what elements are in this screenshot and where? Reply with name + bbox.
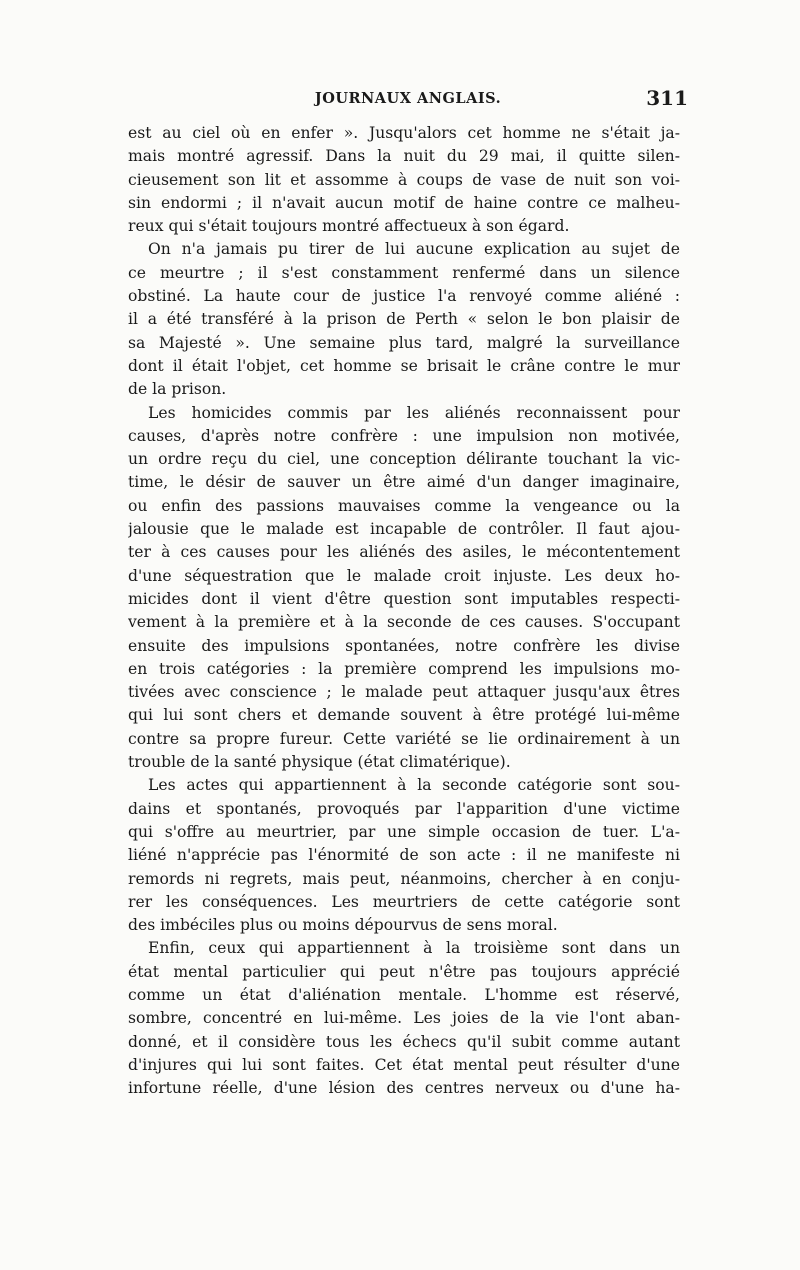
text-line: comme un état d'aliénation mentale. L'homme est réservé, xyxy=(128,985,680,1004)
text-line: un ordre reçu du ciel, une conception délirante touchant la vic- xyxy=(128,450,680,469)
text-line: dont il était l'objet, cet homme se brisait le crâne contre le mur xyxy=(128,356,680,375)
text-line: contre sa propre fureur. Cette variété se lie ordinairement à un xyxy=(128,729,680,748)
text-line: des imbéciles plus ou moins dépourvus de sens moral. xyxy=(128,916,558,935)
text-line: d'une séquestration que le malade croit injuste. Les deux ho- xyxy=(128,566,680,585)
text-line: infortune réelle, d'une lésion des centres nerveux ou d'une ha- xyxy=(128,1079,680,1098)
text-line: cieusement son lit et assomme à coups de vase de nuit son voi- xyxy=(128,170,680,189)
text-line: d'injures qui lui sont faites. Cet état mental peut résulter d'une xyxy=(128,1055,680,1074)
text-line: liéné n'apprécie pas l'énormité de son acte : il ne manifeste ni xyxy=(128,846,680,865)
text-line: rer les conséquences. Les meurtriers de cette catégorie sont xyxy=(128,892,680,911)
text-line: donné, et il considère tous les échecs qu'il subit comme autant xyxy=(128,1032,680,1051)
text-line: sa Majesté ». Une semaine plus tard, malgré la surveillance xyxy=(128,333,680,352)
text-line: Enfin, ceux qui appartiennent à la troisième sont dans un xyxy=(148,939,680,958)
text-line: On n'a jamais pu tirer de lui aucune explication au sujet de xyxy=(148,240,680,259)
text-line: est au ciel où en enfer ». Jusqu'alors cet homme ne s'était ja- xyxy=(128,124,680,142)
text-line: ou enfin des passions mauvaises comme la vengeance ou la xyxy=(128,496,680,515)
text-line: sin endormi ; il n'avait aucun motif de haine contre ce malheu- xyxy=(128,193,680,212)
text-line: de la prison. xyxy=(128,380,227,399)
text-line: mais montré agressif. Dans la nuit du 29 mai, il quitte silen- xyxy=(128,147,680,166)
text-line: en trois catégories : la première comprend les impulsions mo- xyxy=(128,659,680,678)
text-line: qui lui sont chers et demande souvent à être protégé lui-même xyxy=(128,706,680,725)
text-line: obstiné. La haute cour de justice l'a renvoyé comme aliéné : xyxy=(128,287,680,306)
text-line: ter à ces causes pour les aliénés des asiles, le mécontentement xyxy=(128,543,680,562)
text-line: qui s'offre au meurtrier, par une simple occasion de tuer. L'a- xyxy=(128,822,680,841)
text-line: trouble de la santé physique (état climatérique). xyxy=(128,753,511,772)
text-line: time, le désir de sauver un être aimé d'un danger imaginaire, xyxy=(128,473,680,492)
text-line: sombre, concentré en lui-même. Les joies de la vie l'ont aban- xyxy=(128,1009,680,1028)
text-line: ce meurtre ; il s'est constamment renfermé dans un silence xyxy=(128,263,680,282)
text-line: jalousie que le malade est incapable de contrôler. Il faut ajou- xyxy=(128,520,680,539)
text-line: micides dont il vient d'être question sont imputables respecti- xyxy=(128,589,680,608)
text-line: dains et spontanés, provoqués par l'apparition d'une victime xyxy=(128,799,680,818)
text-line: tivées avec conscience ; le malade peut attaquer jusqu'aux êtres xyxy=(128,683,680,702)
running-title: JOURNAUX ANGLAIS. xyxy=(314,90,502,107)
text-line: remords ni regrets, mais peut, néanmoins, chercher à en conju- xyxy=(128,869,680,888)
body-text xyxy=(128,122,680,1100)
text-line: Les actes qui appartiennent à la seconde catégorie sont sou- xyxy=(148,776,680,795)
text-line: il a été transféré à la prison de Perth « selon le bon plaisir de xyxy=(128,310,680,329)
text-line: causes, d'après notre confrère : une impulsion non motivée, xyxy=(128,426,680,445)
text-line: ensuite des impulsions spontanées, notre confrère les divise xyxy=(128,636,680,655)
running-head xyxy=(128,86,688,118)
text-line: Les homicides commis par les aliénés reconnaissent pour xyxy=(148,403,680,422)
text-line: état mental particulier qui peut n'être pas toujours apprécié xyxy=(128,962,680,981)
page-number: 311 xyxy=(646,86,688,110)
text-line: reux qui s'était toujours montré affectueux à son égard. xyxy=(128,217,570,236)
text-line: vement à la première et à la seconde de ces causes. S'occupant xyxy=(128,613,680,632)
